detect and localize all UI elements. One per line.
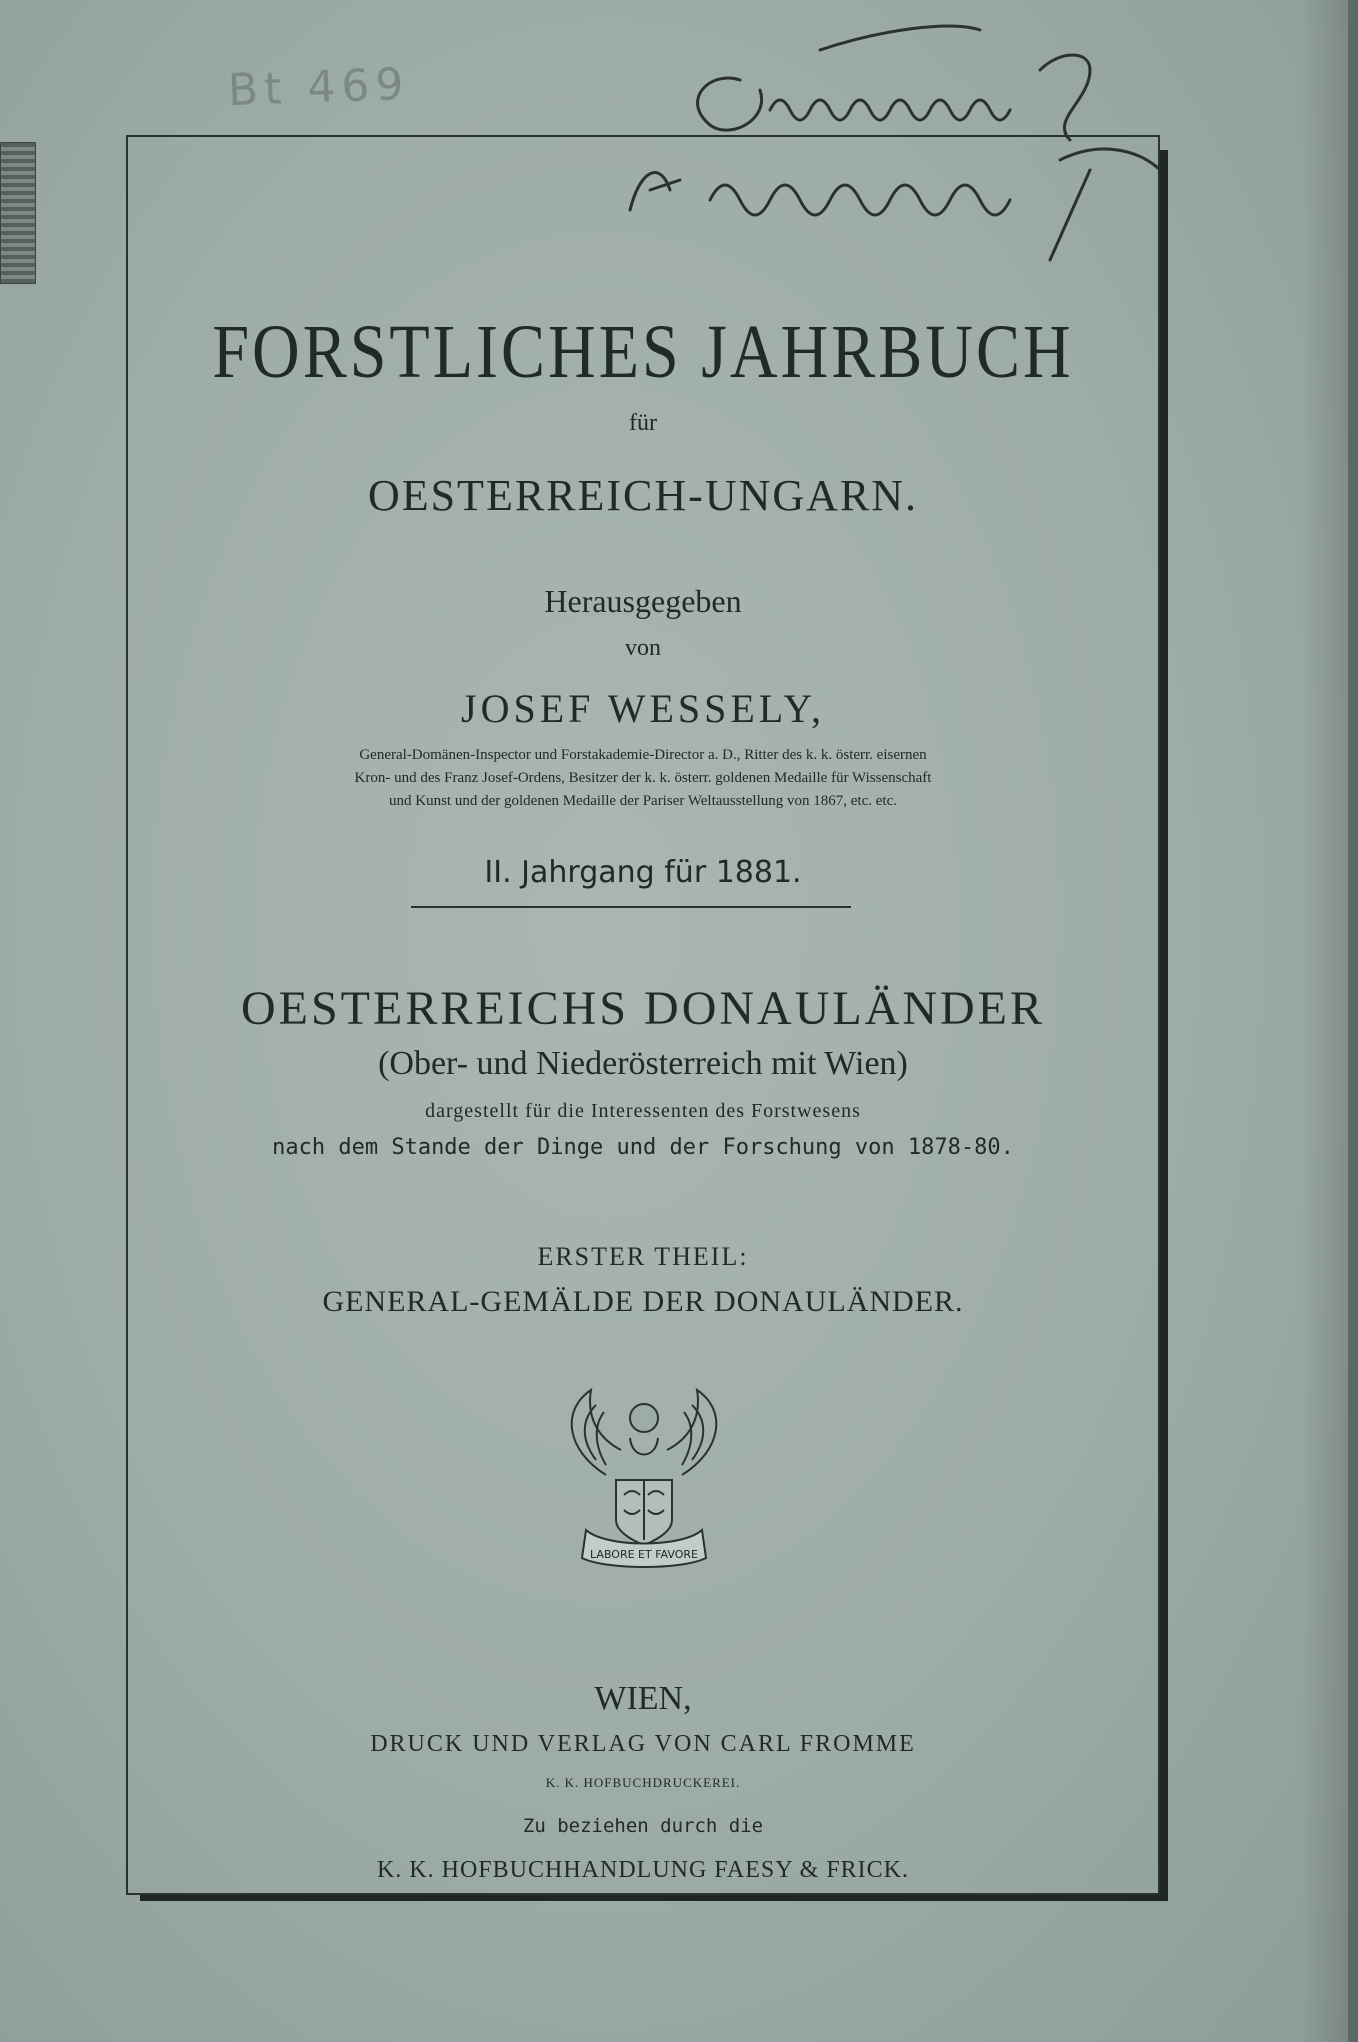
part-title: GENERAL-GEMÄLDE DER DONAULÄNDER. [322,1285,964,1318]
emblem-motto: LABORE ET FAVORE [590,1548,698,1561]
editor-credentials-line: General-Domänen-Inspector und Forstakademie-Director a. D., Ritter des k. k. österr. eisernen [359,747,927,763]
angel-crest-icon [546,1380,742,1580]
publisher-emblem [546,1380,742,1580]
subtitle-parenthetical: (Ober- und Niederösterreich mit Wien) [378,1045,908,1082]
city: WIEN, [594,1680,692,1717]
country-name: OESTERREICH-UNGARN. [367,471,919,520]
volume-underline [411,906,851,908]
description-line: dargestellt für die Interessenten des Forstwesens [425,1100,861,1122]
subtitle: OESTERREICHS DONAULÄNDER [241,982,1045,1035]
handwritten-shelfmark: Bt 469 [227,58,411,117]
book-title: FORSTLICHES JAHRBUCH [212,310,1074,395]
by-word: von [625,635,661,661]
bookshop: K. K. HOFBUCHHANDLUNG FAESY & FRICK. [376,1857,910,1883]
title-page-content [126,135,1160,1891]
editor-credentials-line: Kron- und des Franz Josef-Ordens, Besitzer der k. k. österr. goldenen Medaille für Wissenschaft [354,770,932,786]
available-through: Zu beziehen durch die [522,1815,764,1837]
printer: K. K. HOFBUCHDRUCKEREI. [545,1775,741,1790]
part-label: ERSTER THEIL: [537,1242,749,1271]
edited-by-label: Herausgegeben [544,583,742,619]
paper-edge [1300,0,1348,2042]
publisher: DRUCK UND VERLAG VON CARL FROMME [370,1731,916,1757]
editor-name: JOSEF WESSELY, [461,686,825,731]
description-line: nach dem Stande der Dinge und der Forschung von 1878-80. [272,1135,1014,1160]
for-word: für [629,410,657,436]
volume-label: II. Jahrgang für 1881. [484,855,802,890]
frame-shadow-right [1160,150,1168,1898]
library-stamp-strip [0,142,36,284]
editor-credentials-line: und Kunst und der goldenen Medaille der Pariser Weltausstellung von 1867, etc. etc. [389,793,897,809]
